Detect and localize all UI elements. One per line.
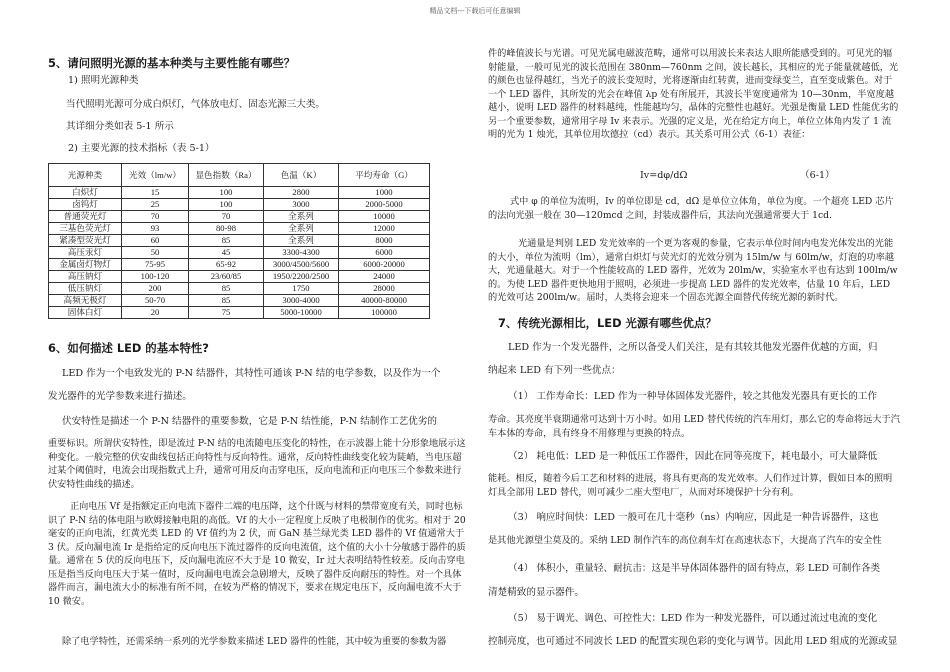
table-cell: 白炽灯 [49, 187, 122, 199]
table-row [49, 211, 430, 223]
table-cell: 100000 [339, 307, 430, 319]
table-cell: 45 [189, 247, 264, 259]
right-paragraph-2: 式中 φ 的单位为流明，Iv 的单位即是 cd，dΩ 是单位立体角，单位为度。一个超亮 LED 芯片的法向光强一般在 30—120mcd 之间，封装成器件后，其法向光强通常要大于 1cd. [488, 196, 894, 221]
q7-item-2b: 能耗。相反，随着今后工艺和材料的进展，将具有更高的发光效率。人们作过计算，假如日本的照明灯具全部用 LED 替代，则可减少二座大型电厂，从而对环境保护十分有利。 [488, 473, 893, 498]
table-cell: 3000/4500/5600 [264, 259, 339, 271]
table-cell: 23/60/85 [189, 271, 264, 283]
table-cell: 高压汞灯 [49, 247, 122, 259]
q7-item-4b: 清楚精致的显示器件。 [488, 587, 584, 598]
table-cell: 3300-4300 [264, 247, 339, 259]
table-cell: 高压钠灯 [49, 271, 122, 283]
table-cell: 紧凑型荧光灯 [49, 235, 122, 247]
table-cell: 固体白灯 [49, 307, 122, 319]
table-cell: 85 [189, 283, 264, 295]
q6-paragraph-1b: 发光器件的光学参数来进行描述。 [48, 391, 192, 402]
q7-item-5a: （5） 易于调光、调色、可控性大：LED 作为一种发光器件，可以通过流过电流的变化 [508, 613, 878, 624]
q5-paragraph-1: 当代照明光源可分成白炽灯，气体放电灯、固态光源三大类。 [66, 99, 326, 110]
table-cell: 50-70 [122, 295, 189, 307]
table-cell: 50 [122, 247, 189, 259]
table-header-row [49, 164, 430, 187]
table-cell: 卤钨灯 [49, 199, 122, 211]
table-row [49, 307, 430, 319]
q6-title: 6、如何描述 LED 的基本特性? [48, 341, 209, 355]
table-cell: 65-92 [189, 259, 264, 271]
q6-paragraph-2b: 重要标识。所谓伏安特性，即是流过 P-N 结的电流随电压变化的特性，在示波器上能十分形象地展示这种变化。一般完整的伏安曲线包括正向特性与反向特性。通常，反向特性曲线变化较为陡峭，当电压超过某个阈值时，电流会出现指数式上升，通常可用反向击穿电压，反向电流和正向电压三个参数来进行伏安特性曲线的描述。 [48, 438, 466, 490]
table-cell: 85 [189, 295, 264, 307]
table-cell: 10000 [339, 211, 430, 223]
table-cell: 12000 [339, 223, 430, 235]
table-cell: 24000 [339, 271, 430, 283]
right-paragraph-1: 件的峰值波长与光谱。可见光属电磁波范畴，通常可以用波长来表达人眼所能感受到的。可见光的辐射能量，一般可见光的波长范围在 380nm—760nm 之间，波长越长，其相应的光子能量就越低，光的颜色也显得越红，当光子的波长变短时，光将逐渐由红转黄，进而变绿变兰，直至变成紫色。对于一个 LED 器件，其所发的光会在峰值 λp 处有所展开，其波长半宽度通常为 10—30nm，半宽度越越小，说明 LED 器件的材料越纯，性能越均匀，晶体的完整性也越好。光强是衡量 LED 性能优劣的另一个重要参数，通常用字母 Iv 来表示。光强的定义是，光在给定方向上，单位立体角内发了 1 流明的光为 1 烛光，其单位用坎德拉（cd）表示。其关系可用公式（6-1）表征： [488, 48, 899, 140]
table-cell: 40000-80000 [339, 295, 430, 307]
table-row [49, 235, 430, 247]
q7-paragraph-1a: LED 作为一个发光器件，之所以备受人们关注，是有其较其他发光器件优越的方面，归 [508, 342, 878, 353]
table-row [49, 259, 430, 271]
q7-item-1a: （1） 工作寿命长：LED 作为一种导体固体发光器件，较之其他发光器具有更长的工作 [508, 391, 878, 402]
table-cell: 全系列 [264, 235, 339, 247]
table-cell: 100 [189, 199, 264, 211]
table-cell: 金属卤灯物灯 [49, 259, 122, 271]
table-cell: 20 [122, 307, 189, 319]
table-cell: 2000-5000 [339, 199, 430, 211]
right-paragraph-3: 光通量是判别 LED 发光效率的一个更为客观的参量，它表示单位时间内电发光体发出的光能的大小，单位为流明（lm），通常白炽灯与荧光灯的光效分别为 15lm/w 与 60lm/w，灯泡的功率越大，光通量越大。对于一个性能较高的 LED 器件，光效为 20lm/w，实验室水平也有达到 100lm/w 的。为使 LED 器件更快地用于照明，必须进一步提高 LED 器件的发光效率，估量 10 年后，LED 的光效可达 200lm/w。届时，人类将会迎来一个固态光源全面替代传统光源的新时代。 [488, 238, 898, 303]
q6-paragraph-3: 正向电压 Vf 是指额定正向电流下器件二端的电压降，这个什既与材料的禁带宽度有关，同时也标识了 P-N 结的体电阻与欧姆接触电阻的高低。Vf 的大小一定程度上反映了电极制作的优劣。相对于 20 毫安的正向电流，红黄光类 LED 的 Vf 值约为 2 伏，而 GaN 基兰绿光类 LED 器件的 Vf 值通常大于 3 伏。反向漏电流 Ir 是指给定的反向电压下流过器件的反向电流值，这个值的大小十分敏感于器件的质量。通常在 5 伏的反向电压下，反向漏电流应不大于是 10 微安，Ir 过大表明结特性较差。反向击穿电压是指当反向电压大于某一值时，反向漏电电流会急剧增大，反映了器件反向耐压的特性。对一个具体器件而言，漏电流大小的标准有所不同，在较为严格的情况下，要求在规定电压下，反向漏电流不大于 10 微安。 [48, 501, 466, 607]
table-cell: 2800 [264, 187, 339, 199]
table-header-cell: 显色指数（Ra） [189, 164, 264, 187]
table-cell: 1000 [339, 187, 430, 199]
table-cell: 100-120 [122, 271, 189, 283]
table-row [49, 247, 430, 259]
table-cell: 普通荧光灯 [49, 211, 122, 223]
table-cell: 1950/2200/2500 [264, 271, 339, 283]
table-cell: 三基色荧光灯 [49, 223, 122, 235]
q7-paragraph-1b: 纳起来 LED 有下列一些优点： [488, 365, 621, 376]
page-header: 精品文档---下载后可任意编辑 [429, 7, 521, 15]
formula: Iv=dφ/dΩ [640, 170, 688, 181]
table-row [49, 187, 430, 199]
table-row [49, 199, 430, 211]
table-cell: 100 [189, 187, 264, 199]
table-cell: 75 [189, 307, 264, 319]
table-cell: 8000 [339, 235, 430, 247]
table-cell: 高频无极灯 [49, 295, 122, 307]
q5-subhead-1: 1) 照明光源种类 [68, 75, 139, 86]
q5-subhead-2: 2) 主要光源的技术指标（表 5-1） [68, 143, 215, 154]
table-row [49, 271, 430, 283]
q7-item-4a: （4） 体积小，重量轻、耐抗击：这是半导体固体器件的固有特点，彩 LED 可制作各类 [508, 563, 881, 574]
table-row [49, 223, 430, 235]
q7-item-5b: 控制亮度，也可通过不同波长 LED 的配置实现色彩的变化与调节。因此用 LED 组成的光源或显 [488, 636, 898, 647]
table-cell: 75-95 [122, 259, 189, 271]
table-cell: 全系列 [264, 211, 339, 223]
table-header-cell: 平均寿命（G） [339, 164, 430, 187]
q5-paragraph-2: 其详细分类如表 5-1 所示 [66, 121, 174, 132]
table-cell: 200 [122, 283, 189, 295]
table-row [49, 295, 430, 307]
q6-paragraph-2a: 伏安特性是描述一个 P-N 结器件的重要参数，它是 P-N 结性能，P-N 结制作工艺优劣的 [62, 416, 437, 427]
table-header-cell: 光源种类 [49, 164, 122, 187]
q7-title: 7、传统光源相比，LED 光源有哪些优点？ [498, 316, 717, 330]
table-cell: 3000-4000 [264, 295, 339, 307]
q7-item-1b: 寿命。其亮度半衰期通常可达到十万小时。如用 LED 替代传统的汽车用灯，那么它的寿命将远大于汽车本体的寿命，具有终身不用修理与更换的特点。 [488, 414, 900, 439]
table-cell: 6000-20000 [339, 259, 430, 271]
table-cell: 1750 [264, 283, 339, 295]
q5-title: 5、请问照明光源的基本种类与主要性能有哪些？ [48, 56, 296, 70]
q6-paragraph-1a: LED 作为一个电致发光的 P-N 结器件，其特性可通该 P-N 结的电学参数，以及作为一个 [62, 368, 441, 379]
table-cell: 85 [189, 235, 264, 247]
formula-number: （6-1） [800, 170, 835, 181]
q7-item-2a: （2） 耗电低：LED 是一种低压工作器件，因此在同等亮度下，耗电最小，可大量降低 [508, 451, 878, 462]
table-cell: 3000 [264, 199, 339, 211]
q7-item-3b: 是其他光源望尘莫及的。采纳 LED 制作汽车的高位刹车灯在高速状态下，大提高了汽车的安全性 [488, 535, 882, 546]
table-cell: 低压钠灯 [49, 283, 122, 295]
table-cell: 80-98 [189, 223, 264, 235]
table-cell: 60 [122, 235, 189, 247]
table-cell: 15 [122, 187, 189, 199]
q7-item-3a: （3） 响应时间快：LED 一般可在几十毫秒（ns）内响应，因此是一种告诉器件，这也 [508, 512, 879, 523]
table-cell: 28000 [339, 283, 430, 295]
light-source-spec-table [48, 163, 430, 319]
table-cell: 5000-10000 [264, 307, 339, 319]
table-cell: 全系列 [264, 223, 339, 235]
table-cell: 93 [122, 223, 189, 235]
table-row [49, 283, 430, 295]
table-header-cell: 光效（lm/w） [122, 164, 189, 187]
table-cell: 70 [122, 211, 189, 223]
table-cell: 70 [189, 211, 264, 223]
table-header-cell: 色温（K） [264, 164, 339, 187]
table-cell: 6000 [339, 247, 430, 259]
q6-paragraph-4: 除了电学特性，还需采纳一系列的光学参数来描述 LED 器件的性能，其中较为重要的参数为器 [62, 636, 447, 647]
table-cell: 25 [122, 199, 189, 211]
